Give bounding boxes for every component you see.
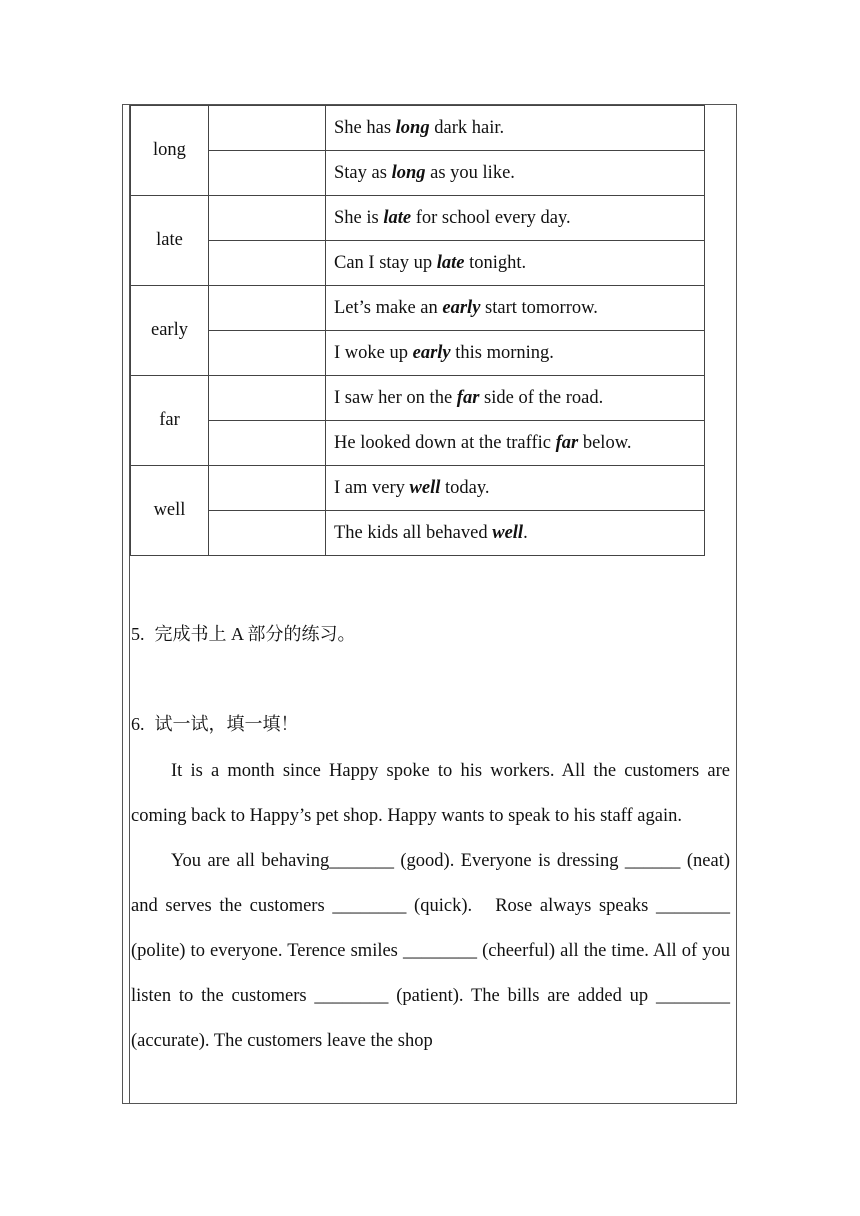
sentence-text: dark hair. [429,117,505,138]
sentence-text: as you like. [425,162,515,183]
sentence-keyword: well [492,522,524,543]
vocab-sentence [326,511,705,556]
sentence-keyword: well [409,477,441,498]
vocab-sentence [326,466,705,511]
sentence-text: . [523,522,528,543]
vocab-row [131,241,705,286]
passage-paragraph-1: It is a month since Happy spoke to his workers. All the customers are coming back to Happy’s pet shop. Happy wants to speak to his staff again. [131,761,730,826]
vocab-word: far [131,376,209,466]
vocab-blank-cell[interactable] [209,511,326,556]
sentence-text: tonight. [464,252,527,273]
sentence-text: The kids all behaved [334,522,493,543]
vocab-blank-cell[interactable] [209,376,326,421]
sentence-text: He looked down at the traffic [334,432,556,453]
sentence-text: for school every day. [411,207,571,228]
sentence-text: I saw her on the [334,387,457,408]
sentence-text: start tomorrow. [480,297,598,318]
sentence-keyword: long [391,162,426,183]
passage-paragraph-2: You are all behaving_______ (good). Everyone is dressing ______ (neat) and serves the customers ________ (quick). Rose always speaks ________ (polite) to everyone. Terence smiles ________ (cheerful) all the time. All of you listen to the customers ________ (patient). The bills are added up ________ (accurate). The customers leave the shop [131,851,730,1051]
sentence-keyword: late [383,207,412,228]
vocab-blank-cell[interactable] [209,106,326,151]
vocab-sentence [326,196,705,241]
sentence-text: side of the road. [479,387,604,408]
sentence-text: She has [334,117,396,138]
vocab-blank-cell[interactable] [209,466,326,511]
sentence-text: below. [578,432,632,453]
section-6 [131,710,299,736]
vocab-blank-cell[interactable] [209,421,326,466]
vocab-word: long [131,106,209,196]
vocab-word: early [131,286,209,376]
vocab-row [131,331,705,376]
sentence-keyword: long [395,117,430,138]
vocab-sentence [326,106,705,151]
vocab-blank-cell[interactable] [209,196,326,241]
vocab-sentence [326,421,705,466]
vocab-row [131,151,705,196]
vocab-blank-cell[interactable] [209,241,326,286]
vocab-row [131,421,705,466]
vocab-row [131,466,705,511]
section-6-number: 6. [131,714,145,734]
sentence-keyword: far [555,432,579,453]
sentence-text: Stay as [334,162,392,183]
vocab-row [131,376,705,421]
passage [131,749,730,1064]
vocab-sentence [326,241,705,286]
sentence-text: Can I stay up [334,252,437,273]
vocab-sentence [326,286,705,331]
sentence-text: She is [334,207,384,228]
vocab-blank-cell[interactable] [209,286,326,331]
sentence-text: Let’s make an [334,297,443,318]
section-5-number: 5. [131,624,145,644]
vocab-blank-cell[interactable] [209,151,326,196]
vocab-sentence [326,151,705,196]
section-6-text: 试一试，填一填！ [154,714,299,734]
sentence-text: I woke up [334,342,413,363]
sentence-text: I am very [334,477,410,498]
vocab-sentence [326,331,705,376]
vocab-word: late [131,196,209,286]
sentence-keyword: late [436,252,465,273]
vocab-table [130,105,705,556]
sentence-text: this morning. [450,342,554,363]
section-5 [131,620,356,646]
vocab-row [131,511,705,556]
sentence-keyword: far [456,387,480,408]
sentence-text: today. [440,477,490,498]
vocab-row [131,106,705,151]
vocab-blank-cell[interactable] [209,331,326,376]
vocab-row [131,286,705,331]
vocab-row [131,196,705,241]
sentence-keyword: early [412,342,451,363]
vocab-sentence [326,376,705,421]
vocab-word: well [131,466,209,556]
sentence-keyword: early [442,297,481,318]
section-5-text: 完成书上 A 部分的练习。 [154,624,356,644]
